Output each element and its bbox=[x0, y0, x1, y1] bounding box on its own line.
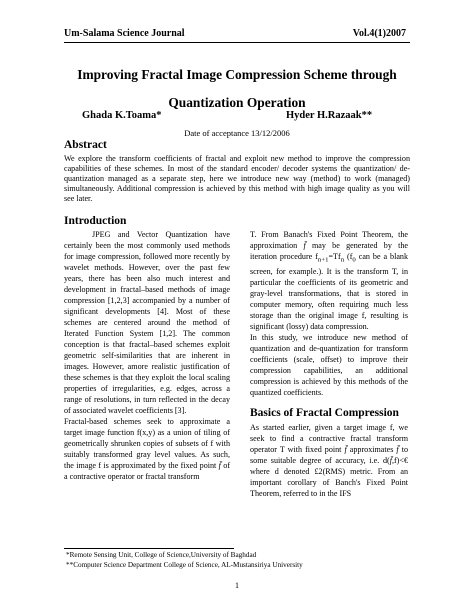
f-bar-symbol: f̄ bbox=[396, 444, 399, 454]
intro-p3-part-c: =Tf bbox=[328, 252, 341, 261]
abstract-text: We explore the transform coefficients of fractal and exploit new method to improve the compression capabilities of these schemes. In most of the standard encoder/ decoder systems the quantization/ de-quantization managed as a separate step, here we introduce new way (method) to work (managed) simultaneously. Additional compression is achieved by this method with high image quality as you will see later. bbox=[64, 154, 410, 203]
abstract-heading: Abstract bbox=[64, 139, 107, 151]
footnote-rule bbox=[64, 548, 234, 549]
f-bar-symbol: f̄ bbox=[389, 455, 392, 465]
header-rule bbox=[64, 42, 410, 43]
title-line-2: Quantization Operation bbox=[168, 95, 306, 110]
f-bar-symbol: f̄ bbox=[303, 241, 306, 250]
basics-p1-part-b: approximates bbox=[349, 444, 394, 454]
intro-paragraph-2-text: Fractal-based schemes seek to approximate a target image function f(x,y) as a union of tiling of geometrically shrunken copies of subsets of f with suitably transformed gray level values. As such, the image f is approximated by the fixed point bbox=[64, 417, 230, 470]
intro-paragraph-1: JPEG and Vector Quantization have certainly been the most commonly used methods for image compression, followed more recently by wavelet methods. However, over the past few years, there has been also much interest and development in fractal–based methods of image compression [1,2,3] accompanied by a number of significant developments [4]. Most of these schemes are centered around the method of Iterated Function System [1,2]. The common conception is that fractal–based schemes exploit geometric self-similarities that are inherent in images. However, amore realistic justification of these schemes is that they exploit the local scaling properties of irregularities, e.g. edges, across a range of resolutions, in turn reflected in the decay of associated wavelet coefficients [3]. bbox=[64, 230, 230, 415]
basics-p1-part-a: As started earlier, given a target image f, we seek to find a contractive fractal transform operator T with fixed point bbox=[250, 422, 408, 454]
f-bar-symbol: f̄ bbox=[218, 461, 221, 470]
intro-paragraph-4: In this study, we introduce new method of quantization and de-quantization for transform coefficients (scale, offset) to improve their compression capabilities, an additional compression is achieved by this methods of the quantized coefficients. bbox=[250, 332, 408, 397]
intro-p3-part-a: T. From Banach's Fixed Point Theorem, the approximation bbox=[250, 230, 408, 250]
footnote-1: *Remote Sensing Unit, College of Science,University of Baghdad bbox=[66, 551, 257, 559]
basics-paragraph-1 bbox=[250, 422, 408, 499]
introduction-heading: Introduction bbox=[64, 215, 127, 227]
page-number: 1 bbox=[235, 581, 239, 590]
basics-p1-part-d: ,f)<€ where d denoted £2(RMS) metric. From an important corollary of Banch's Fixed Point Theorem, referred to in the IFS bbox=[250, 455, 408, 498]
author-2: Hyder H.Razaak** bbox=[286, 110, 373, 121]
acceptance-date: Date of acceptance 13/12/2006 bbox=[184, 128, 290, 138]
journal-volume: Vol.4(1)2007 bbox=[352, 28, 406, 39]
subscript-n1: n+1 bbox=[317, 256, 329, 264]
journal-name: Um-Salama Science Journal bbox=[64, 28, 185, 39]
intro-p3-part-b: may be generated by the iteration procedure f bbox=[250, 241, 409, 261]
author-1: Ghada K.Toama* bbox=[82, 110, 162, 121]
intro-p3-part-d: (f bbox=[347, 252, 353, 261]
intro-paragraph-3 bbox=[250, 229, 408, 332]
subscript-n: n bbox=[340, 256, 345, 264]
right-column bbox=[250, 229, 408, 499]
basics-p1-part-c: to some suitable degree of accuracy, i.e. d( bbox=[250, 444, 409, 465]
basics-heading: Basics of Fractal Compression bbox=[250, 406, 399, 419]
left-column bbox=[64, 229, 230, 482]
title-line-1: Improving Fractal Image Compression Scheme through bbox=[77, 67, 397, 82]
paper-title bbox=[64, 64, 410, 114]
footnote-2: **Computer Science Department College of Science, AL-Mustansiriya University bbox=[66, 561, 303, 569]
intro-p3-part-e: can be a blank screen, for example.). It is the transform T, in particular the coefficients of its geometric and gray-level transformations, that is stored in computer memory, often requiring much less storage than the original image f, resulting is significant (lossy) data compression. bbox=[250, 252, 409, 331]
subscript-0: 0 bbox=[352, 256, 356, 264]
intro-paragraph-2 bbox=[64, 416, 230, 482]
intro-paragraph-2-end: of a contractive operator or fractal transform bbox=[64, 461, 231, 481]
f-bar-symbol: f̄ bbox=[344, 444, 347, 454]
